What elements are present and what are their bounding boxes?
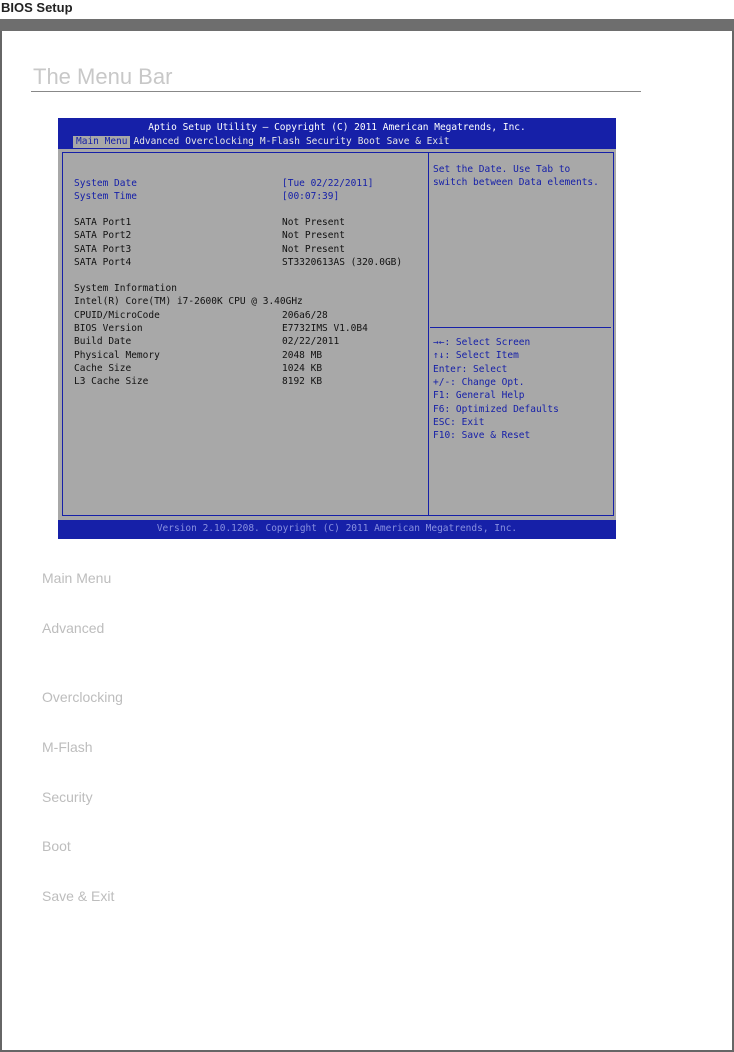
tab-main-menu[interactable]: Main Menu bbox=[73, 136, 130, 148]
sata-port2-value: Not Present bbox=[282, 230, 345, 241]
sata-port3-label: SATA Port3 bbox=[74, 244, 132, 255]
bios-tab-bar bbox=[73, 136, 453, 148]
bios-screenshot bbox=[58, 118, 616, 539]
tab-m-flash[interactable]: M-Flash bbox=[259, 136, 300, 147]
key-help-exit: ESC: Exit bbox=[433, 417, 485, 428]
physical-memory-value: 2048 MB bbox=[282, 350, 323, 361]
help-separator bbox=[430, 327, 611, 328]
system-time-value[interactable]: [00:07:39] bbox=[282, 191, 340, 202]
cpuid-value: 206a6/28 bbox=[282, 310, 328, 321]
sata-port2-label: SATA Port2 bbox=[74, 230, 132, 241]
l3-cache-size-value: 8192 KB bbox=[282, 376, 323, 387]
tab-overclocking[interactable]: Overclocking bbox=[185, 136, 254, 147]
physical-memory-label: Physical Memory bbox=[74, 350, 160, 361]
menu-label-save-exit: Save & Exit bbox=[42, 888, 115, 904]
help-text-line-1: Set the Date. Use Tab to bbox=[433, 164, 571, 175]
system-date-label[interactable]: System Date bbox=[74, 178, 137, 189]
key-help-select-screen: →←: Select Screen bbox=[433, 337, 531, 348]
tab-boot[interactable]: Boot bbox=[357, 136, 381, 147]
bios-footer-text: Version 2.10.1208. Copyright (C) 2011 American Megatrends, Inc. bbox=[156, 523, 518, 534]
menu-label-security: Security bbox=[42, 789, 93, 805]
bios-panel-divider bbox=[428, 152, 429, 516]
cache-size-value: 1024 KB bbox=[282, 363, 323, 374]
sata-port1-label: SATA Port1 bbox=[74, 217, 132, 228]
cpuid-label: CPUID/MicroCode bbox=[74, 310, 160, 321]
header-bar bbox=[0, 19, 734, 31]
menu-label-boot: Boot bbox=[42, 838, 71, 854]
menu-label-main-menu: Main Menu bbox=[42, 570, 112, 586]
bios-title-bar bbox=[58, 118, 616, 149]
key-help-select-item: ↑↓: Select Item bbox=[433, 350, 519, 361]
bios-main-panel bbox=[62, 152, 614, 516]
help-text-line-2: switch between Data elements. bbox=[433, 177, 599, 188]
frame-border-left bbox=[0, 31, 2, 1052]
key-help-optimized-defaults: F6: Optimized Defaults bbox=[433, 404, 559, 415]
key-help-change-opt: +/-: Change Opt. bbox=[433, 377, 525, 388]
section-title: The Menu Bar bbox=[33, 64, 173, 89]
system-date-value[interactable]: [Tue 02/22/2011] bbox=[282, 178, 374, 189]
system-information-heading: System Information bbox=[74, 283, 177, 294]
key-help-enter: Enter: Select bbox=[433, 364, 508, 375]
sata-port4-label: SATA Port4 bbox=[74, 257, 132, 268]
bios-version-label: BIOS Version bbox=[74, 323, 143, 334]
menu-label-advanced: Advanced bbox=[42, 620, 105, 636]
menu-label-overclocking: Overclocking bbox=[42, 689, 123, 705]
bios-title: Aptio Setup Utility – Copyright (C) 2011 American Megatrends, Inc. bbox=[148, 122, 526, 133]
build-date-value: 02/22/2011 bbox=[282, 336, 340, 347]
key-help-general-help: F1: General Help bbox=[433, 390, 525, 401]
tab-security[interactable]: Security bbox=[305, 136, 352, 147]
tab-advanced[interactable]: Advanced bbox=[133, 136, 180, 147]
menu-label-m-flash: M-Flash bbox=[42, 739, 93, 755]
system-time-label[interactable]: System Time bbox=[74, 191, 137, 202]
sata-port1-value: Not Present bbox=[282, 217, 345, 228]
build-date-label: Build Date bbox=[74, 336, 132, 347]
cache-size-label: Cache Size bbox=[74, 363, 132, 374]
tab-save-exit[interactable]: Save & Exit bbox=[386, 136, 450, 147]
bios-footer-bar bbox=[58, 520, 616, 539]
l3-cache-size-label: L3 Cache Size bbox=[74, 376, 149, 387]
cpu-name: Intel(R) Core(TM) i7-2600K CPU @ 3.40GHz bbox=[74, 296, 303, 307]
title-underline bbox=[31, 91, 641, 92]
page-header: BIOS Setup bbox=[1, 0, 73, 15]
sata-port3-value: Not Present bbox=[282, 244, 345, 255]
key-help-save-reset: F10: Save & Reset bbox=[433, 430, 531, 441]
bios-version-value: E7732IMS V1.0B4 bbox=[282, 323, 368, 334]
sata-port4-value: ST3320613AS (320.0GB) bbox=[282, 257, 403, 268]
